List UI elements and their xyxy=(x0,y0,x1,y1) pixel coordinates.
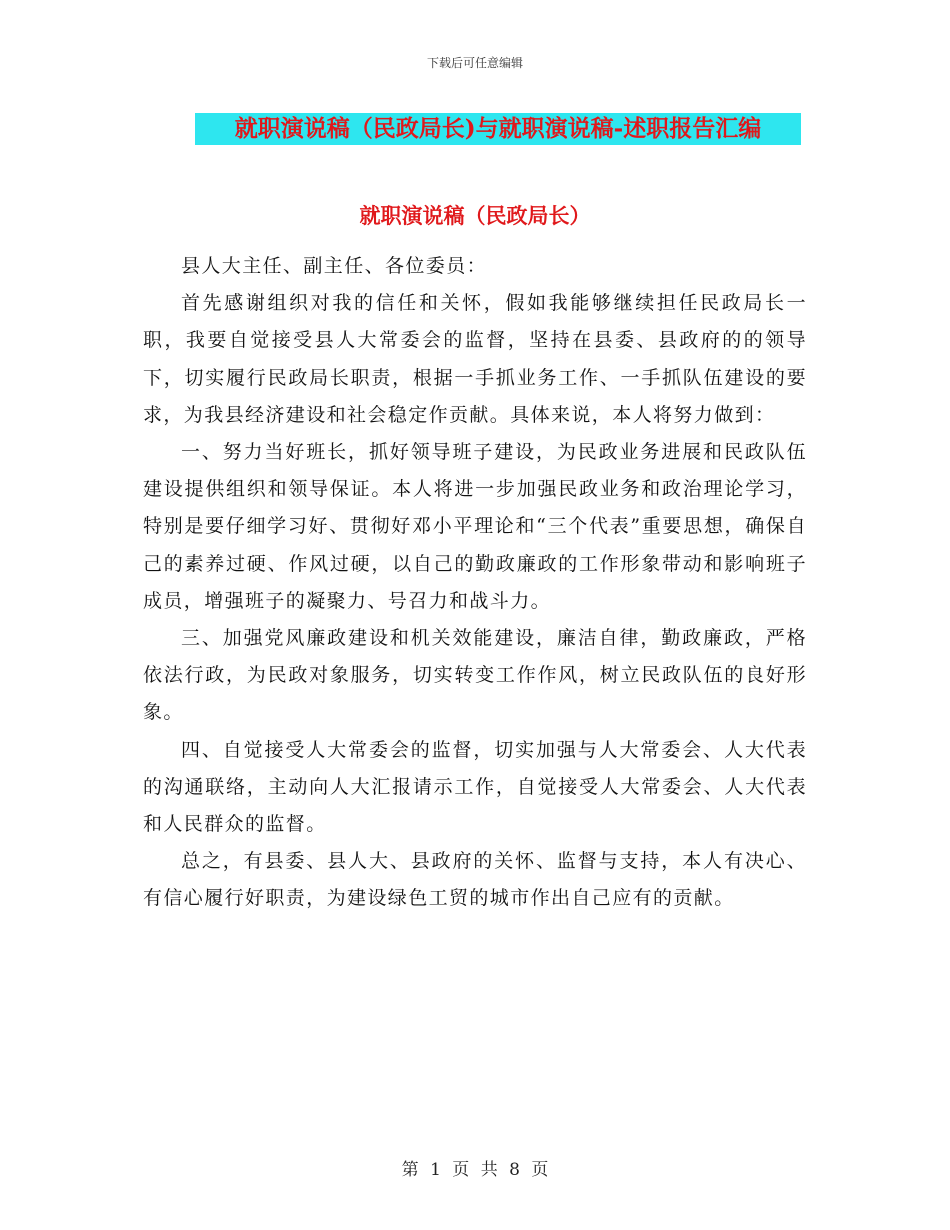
body-paragraph: 首先感谢组织对我的信任和关怀，假如我能够继续担任民政局长一职，我要自觉接受县人大常委会的监督，坚持在县委、县政府的的领导下，切实履行民政局长职责，根据一手抓业务工作、一手抓队伍建设的要求，为我县经济建设和社会稳定作贡献。具体来说，本人将努力做到： xyxy=(143,292,807,426)
salutation-paragraph: 县人大主任、副主任、各位委员： xyxy=(181,255,488,277)
page-number: 第 1 页 共 8 页 xyxy=(401,1160,549,1180)
body-paragraph: 三、加强党风廉政建设和机关效能建设，廉洁自律，勤政廉政，严格依法行政，为民政对象服务，切实转变工作作风，树立民政队伍的良好形象。 xyxy=(143,627,807,724)
document-body xyxy=(143,248,807,918)
body-paragraph: 四、自觉接受人大常委会的监督，切实加强与人大常委会、人大代表的沟通联络，主动向人大汇报请示工作，自觉接受人大常委会、人大代表和人民群众的监督。 xyxy=(143,738,807,836)
body-paragraph: 一、努力当好班长，抓好领导班子建设，为民政业务进展和民政队伍建设提供组织和领导保证。本人将进一步加强民政业务和政治理论学习，特别是要仔细学习好、贯彻好邓小平理论和“三个代表”重要思想，确保自己的素养过硬、作风过硬，以自己的勤政廉政的工作形象带动和影响班子成员，增强班子的凝聚力、号召力和战斗力。 xyxy=(143,441,807,612)
section-title: 就职演说稿（民政局长） xyxy=(359,203,591,228)
page-header-note: 下载后可任意编辑 xyxy=(426,56,523,70)
document-title: 就职演说稿（民政局长)与就职演说稿-述职报告汇编 xyxy=(195,113,801,145)
closing-paragraph: 总之，有县委、县人大、县政府的关怀、监督与支持，本人有决心、有信心履行好职责，为建设绿色工贸的城市作出自己应有的贡献。 xyxy=(143,850,807,910)
